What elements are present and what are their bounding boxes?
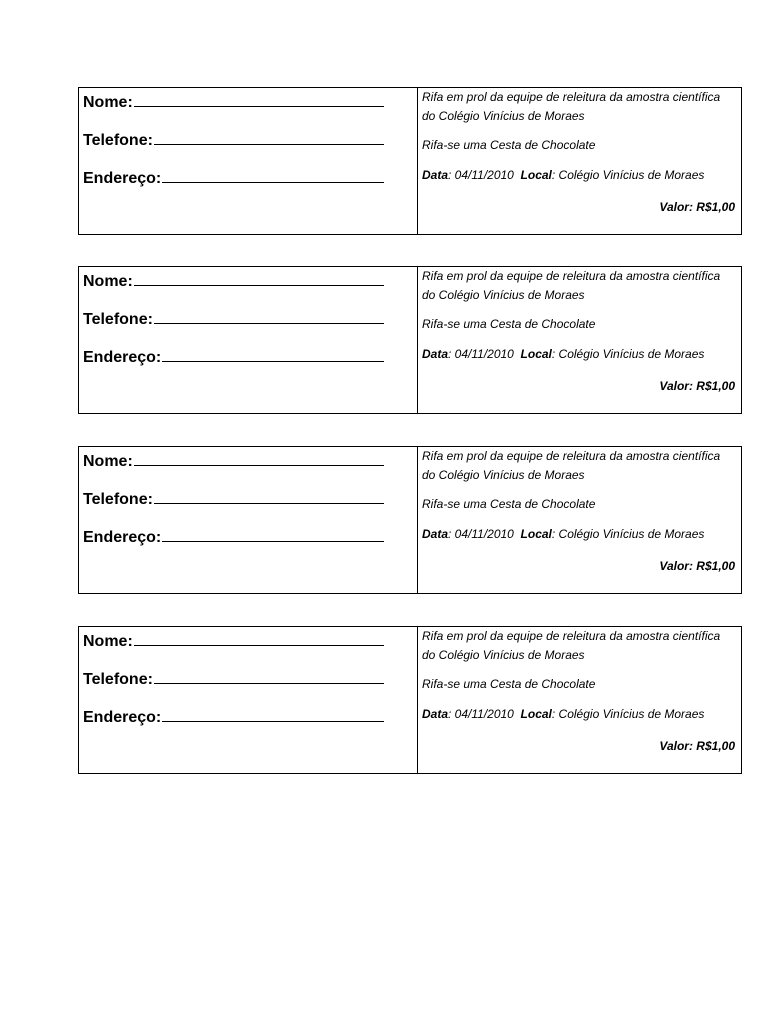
address-field (83, 166, 417, 204)
raffle-description: Rifa em prol da equipe de releitura da amostra científica do Colégio Vinícius de Moraes (422, 449, 721, 482)
name-field (83, 629, 417, 667)
place-value: : Colégio Vinícius de Moraes (551, 347, 705, 361)
date-label: Data (422, 168, 449, 182)
ticket-stub (79, 267, 418, 413)
raffle-ticket (78, 626, 742, 774)
name-label: Nome: (83, 94, 133, 111)
address-label: Endereço: (83, 709, 162, 726)
place-value: : Colégio Vinícius de Moraes (551, 707, 705, 721)
date-value: : 04/11/2010 (448, 527, 514, 541)
raffle-prize: Rifa-se uma Cesta de Chocolate (422, 497, 596, 511)
address-blank-line (162, 345, 384, 362)
phone-blank-line (154, 487, 384, 504)
phone-label: Telefone: (83, 132, 153, 149)
ticket-stub (79, 447, 418, 593)
phone-blank-line (154, 667, 384, 684)
name-field (83, 449, 417, 487)
date-location-line (422, 525, 735, 544)
name-field (83, 90, 417, 128)
raffle-ticket (78, 266, 742, 414)
place-value: : Colégio Vinícius de Moraes (551, 527, 705, 541)
date-value: : 04/11/2010 (448, 168, 514, 182)
address-blank-line (162, 166, 384, 183)
date-label: Data (422, 707, 449, 721)
date-location-line (422, 166, 735, 185)
price-label: Valor: R$1,00 (659, 739, 735, 753)
raffle-prize: Rifa-se uma Cesta de Chocolate (422, 138, 596, 152)
place-value: : Colégio Vinícius de Moraes (551, 168, 705, 182)
ticket-info (418, 88, 741, 234)
ticket-stub (79, 88, 418, 234)
name-field (83, 269, 417, 307)
raffle-description: Rifa em prol da equipe de releitura da amostra científica do Colégio Vinícius de Moraes (422, 269, 721, 302)
name-blank-line (134, 449, 384, 466)
name-label: Nome: (83, 453, 133, 470)
address-label: Endereço: (83, 349, 162, 366)
address-field (83, 525, 417, 563)
date-label: Data (422, 527, 449, 541)
ticket-stub (79, 627, 418, 773)
date-location-line (422, 345, 735, 364)
ticket-info (418, 447, 741, 593)
raffle-description: Rifa em prol da equipe de releitura da amostra científica do Colégio Vinícius de Moraes (422, 629, 721, 662)
date-label: Data (422, 347, 449, 361)
name-label: Nome: (83, 273, 133, 290)
address-blank-line (162, 525, 384, 542)
raffle-prize: Rifa-se uma Cesta de Chocolate (422, 317, 596, 331)
name-blank-line (134, 269, 384, 286)
raffle-ticket (78, 446, 742, 594)
phone-field (83, 667, 417, 705)
phone-field (83, 487, 417, 525)
phone-field (83, 128, 417, 166)
address-field (83, 705, 417, 743)
raffle-ticket (78, 87, 742, 235)
price-label: Valor: R$1,00 (659, 559, 735, 573)
phone-label: Telefone: (83, 311, 153, 328)
address-blank-line (162, 705, 384, 722)
ticket-info (418, 627, 741, 773)
phone-label: Telefone: (83, 491, 153, 508)
name-blank-line (134, 629, 384, 646)
ticket-info (418, 267, 741, 413)
date-value: : 04/11/2010 (448, 707, 514, 721)
price-label: Valor: R$1,00 (659, 200, 735, 214)
phone-label: Telefone: (83, 671, 153, 688)
price-label: Valor: R$1,00 (659, 379, 735, 393)
phone-blank-line (154, 307, 384, 324)
place-label: Local (520, 168, 552, 182)
address-label: Endereço: (83, 529, 162, 546)
place-label: Local (520, 527, 552, 541)
raffle-prize: Rifa-se uma Cesta de Chocolate (422, 677, 596, 691)
phone-blank-line (154, 128, 384, 145)
address-label: Endereço: (83, 170, 162, 187)
date-value: : 04/11/2010 (448, 347, 514, 361)
name-blank-line (134, 90, 384, 107)
name-label: Nome: (83, 633, 133, 650)
phone-field (83, 307, 417, 345)
place-label: Local (520, 707, 552, 721)
date-location-line (422, 705, 735, 724)
address-field (83, 345, 417, 383)
place-label: Local (520, 347, 552, 361)
raffle-description: Rifa em prol da equipe de releitura da amostra científica do Colégio Vinícius de Moraes (422, 90, 721, 123)
